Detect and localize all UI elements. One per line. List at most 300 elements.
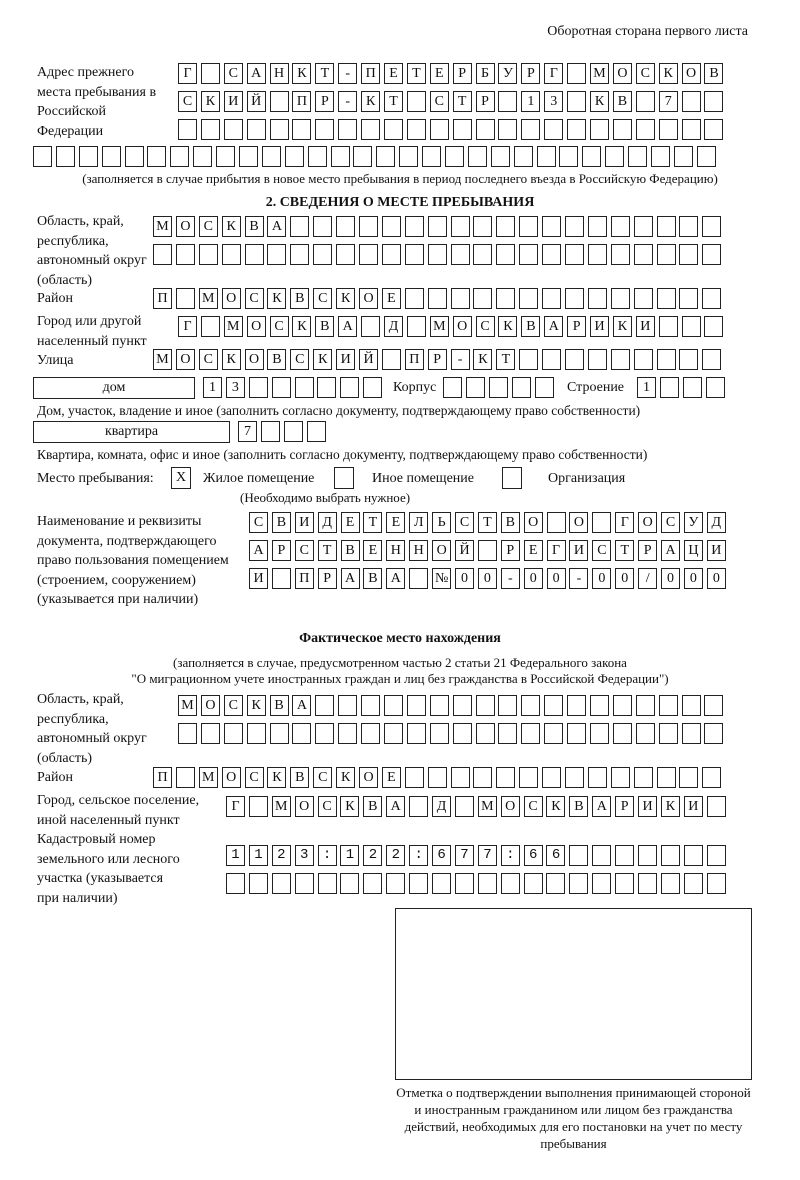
- char-cell[interactable]: [592, 512, 611, 533]
- char-cell[interactable]: [613, 119, 632, 140]
- char-cell[interactable]: [636, 119, 655, 140]
- char-cell[interactable]: [613, 723, 632, 744]
- char-cell[interactable]: [473, 288, 492, 309]
- char-cell[interactable]: [544, 723, 563, 744]
- char-cell[interactable]: К: [361, 91, 380, 112]
- char-cell[interactable]: [407, 316, 426, 337]
- char-cell[interactable]: А: [592, 796, 611, 817]
- char-cell[interactable]: [125, 146, 144, 167]
- char-cell[interactable]: [702, 767, 721, 788]
- char-cell[interactable]: В: [613, 91, 632, 112]
- char-cell[interactable]: [176, 244, 195, 265]
- char-cell[interactable]: [451, 288, 470, 309]
- house-number-cells[interactable]: [203, 377, 386, 398]
- char-cell[interactable]: [382, 244, 401, 265]
- char-cell[interactable]: К: [201, 91, 220, 112]
- char-cell[interactable]: [498, 119, 517, 140]
- char-cell[interactable]: С: [524, 796, 543, 817]
- char-cell[interactable]: Т: [453, 91, 472, 112]
- char-cell[interactable]: [567, 119, 586, 140]
- char-cell[interactable]: [317, 377, 336, 398]
- char-cell[interactable]: Д: [384, 316, 403, 337]
- char-cell[interactable]: О: [638, 512, 657, 533]
- char-cell[interactable]: [542, 349, 561, 370]
- char-cell[interactable]: Й: [359, 349, 378, 370]
- char-cell[interactable]: [521, 119, 540, 140]
- char-cell[interactable]: 1: [637, 377, 656, 398]
- char-cell[interactable]: В: [704, 63, 723, 84]
- char-cell[interactable]: О: [524, 512, 543, 533]
- char-cell[interactable]: [565, 216, 584, 237]
- char-cell[interactable]: [567, 91, 586, 112]
- char-cell[interactable]: В: [290, 288, 309, 309]
- char-cell[interactable]: [270, 723, 289, 744]
- char-cell[interactable]: [405, 216, 424, 237]
- char-cell[interactable]: А: [249, 540, 268, 561]
- char-cell[interactable]: [544, 119, 563, 140]
- char-cell[interactable]: А: [267, 216, 286, 237]
- char-cell[interactable]: К: [546, 796, 565, 817]
- char-cell[interactable]: 1: [203, 377, 222, 398]
- char-cell[interactable]: О: [222, 767, 241, 788]
- char-cell[interactable]: [706, 377, 725, 398]
- char-cell[interactable]: Й: [247, 91, 266, 112]
- char-cell[interactable]: А: [544, 316, 563, 337]
- char-cell[interactable]: Г: [547, 540, 566, 561]
- char-cell[interactable]: 3: [226, 377, 245, 398]
- char-cell[interactable]: 7: [238, 421, 257, 442]
- char-cell[interactable]: [704, 91, 723, 112]
- char-cell[interactable]: /: [638, 568, 657, 589]
- char-cell[interactable]: С: [245, 767, 264, 788]
- char-cell[interactable]: [338, 695, 357, 716]
- char-cell[interactable]: О: [176, 349, 195, 370]
- char-cell[interactable]: [636, 723, 655, 744]
- char-cell[interactable]: [567, 695, 586, 716]
- char-cell[interactable]: И: [638, 796, 657, 817]
- document-row-2[interactable]: [249, 540, 730, 561]
- char-cell[interactable]: [657, 349, 676, 370]
- char-cell[interactable]: П: [405, 349, 424, 370]
- char-cell[interactable]: [491, 146, 510, 167]
- char-cell[interactable]: [384, 695, 403, 716]
- char-cell[interactable]: О: [501, 796, 520, 817]
- char-cell[interactable]: [704, 316, 723, 337]
- char-cell[interactable]: [498, 91, 517, 112]
- char-cell[interactable]: [363, 873, 382, 894]
- char-cell[interactable]: [473, 244, 492, 265]
- char-cell[interactable]: [249, 796, 268, 817]
- char-cell[interactable]: О: [453, 316, 472, 337]
- char-cell[interactable]: Г: [544, 63, 563, 84]
- char-cell[interactable]: И: [336, 349, 355, 370]
- char-cell[interactable]: [519, 349, 538, 370]
- char-cell[interactable]: Н: [270, 63, 289, 84]
- char-cell[interactable]: К: [661, 796, 680, 817]
- char-cell[interactable]: С: [476, 316, 495, 337]
- char-cell[interactable]: [176, 288, 195, 309]
- char-cell[interactable]: К: [590, 91, 609, 112]
- char-cell[interactable]: О: [569, 512, 588, 533]
- char-cell[interactable]: Ц: [684, 540, 703, 561]
- char-cell[interactable]: -: [338, 91, 357, 112]
- char-cell[interactable]: С: [636, 63, 655, 84]
- char-cell[interactable]: [430, 723, 449, 744]
- char-cell[interactable]: [636, 695, 655, 716]
- char-cell[interactable]: Т: [496, 349, 515, 370]
- char-cell[interactable]: [704, 723, 723, 744]
- char-cell[interactable]: Ь: [432, 512, 451, 533]
- char-cell[interactable]: [704, 119, 723, 140]
- char-cell[interactable]: С: [224, 63, 243, 84]
- char-cell[interactable]: Р: [272, 540, 291, 561]
- char-cell[interactable]: [261, 421, 280, 442]
- char-cell[interactable]: [615, 873, 634, 894]
- char-cell[interactable]: В: [272, 512, 291, 533]
- char-cell[interactable]: [153, 244, 172, 265]
- char-cell[interactable]: [478, 540, 497, 561]
- char-cell[interactable]: [176, 767, 195, 788]
- char-cell[interactable]: И: [224, 91, 243, 112]
- char-cell[interactable]: [659, 723, 678, 744]
- char-cell[interactable]: [514, 146, 533, 167]
- char-cell[interactable]: [588, 216, 607, 237]
- char-cell[interactable]: И: [684, 796, 703, 817]
- char-cell[interactable]: [270, 91, 289, 112]
- char-cell[interactable]: Р: [501, 540, 520, 561]
- char-cell[interactable]: [519, 244, 538, 265]
- char-cell[interactable]: С: [245, 288, 264, 309]
- char-cell[interactable]: [704, 695, 723, 716]
- char-cell[interactable]: [659, 119, 678, 140]
- char-cell[interactable]: [338, 119, 357, 140]
- char-cell[interactable]: К: [336, 288, 355, 309]
- building-cells[interactable]: [637, 377, 729, 398]
- char-cell[interactable]: [455, 873, 474, 894]
- char-cell[interactable]: О: [247, 316, 266, 337]
- char-cell[interactable]: [590, 723, 609, 744]
- char-cell[interactable]: И: [636, 316, 655, 337]
- char-cell[interactable]: [542, 244, 561, 265]
- char-cell[interactable]: [476, 119, 495, 140]
- char-cell[interactable]: [399, 146, 418, 167]
- char-cell[interactable]: [384, 119, 403, 140]
- char-cell[interactable]: [569, 873, 588, 894]
- char-cell[interactable]: [498, 723, 517, 744]
- char-cell[interactable]: [445, 146, 464, 167]
- char-cell[interactable]: С: [290, 349, 309, 370]
- char-cell[interactable]: [468, 146, 487, 167]
- char-cell[interactable]: [679, 767, 698, 788]
- char-cell[interactable]: [657, 767, 676, 788]
- char-cell[interactable]: [247, 723, 266, 744]
- char-cell[interactable]: С: [199, 216, 218, 237]
- char-cell[interactable]: [56, 146, 75, 167]
- char-cell[interactable]: [453, 119, 472, 140]
- prev-address-row-2[interactable]: [178, 91, 727, 112]
- char-cell[interactable]: -: [569, 568, 588, 589]
- char-cell[interactable]: К: [222, 216, 241, 237]
- char-cell[interactable]: [430, 695, 449, 716]
- char-cell[interactable]: С: [313, 767, 332, 788]
- char-cell[interactable]: [405, 288, 424, 309]
- char-cell[interactable]: О: [359, 767, 378, 788]
- char-cell[interactable]: [476, 695, 495, 716]
- char-cell[interactable]: [428, 288, 447, 309]
- char-cell[interactable]: [224, 723, 243, 744]
- char-cell[interactable]: 0: [615, 568, 634, 589]
- char-cell[interactable]: С: [295, 540, 314, 561]
- option-organization-checkbox[interactable]: [502, 467, 522, 489]
- char-cell[interactable]: [453, 723, 472, 744]
- option-residential-checkbox[interactable]: X: [171, 467, 191, 489]
- char-cell[interactable]: А: [338, 316, 357, 337]
- char-cell[interactable]: [361, 695, 380, 716]
- char-cell[interactable]: [407, 91, 426, 112]
- char-cell[interactable]: [284, 421, 303, 442]
- char-cell[interactable]: [249, 873, 268, 894]
- char-cell[interactable]: -: [451, 349, 470, 370]
- char-cell[interactable]: К: [313, 349, 332, 370]
- char-cell[interactable]: К: [222, 349, 241, 370]
- char-cell[interactable]: [292, 723, 311, 744]
- prev-address-row-1[interactable]: [178, 63, 727, 84]
- char-cell[interactable]: Н: [409, 540, 428, 561]
- char-cell[interactable]: Е: [341, 512, 360, 533]
- char-cell[interactable]: 0: [547, 568, 566, 589]
- document-row-1[interactable]: [249, 512, 730, 533]
- char-cell[interactable]: [270, 119, 289, 140]
- char-cell[interactable]: 0: [661, 568, 680, 589]
- char-cell[interactable]: [559, 146, 578, 167]
- char-cell[interactable]: [247, 119, 266, 140]
- char-cell[interactable]: У: [498, 63, 517, 84]
- char-cell[interactable]: Е: [386, 512, 405, 533]
- char-cell[interactable]: Б: [476, 63, 495, 84]
- char-cell[interactable]: [245, 244, 264, 265]
- char-cell[interactable]: [613, 695, 632, 716]
- char-cell[interactable]: [501, 873, 520, 894]
- char-cell[interactable]: [407, 119, 426, 140]
- char-cell[interactable]: О: [245, 349, 264, 370]
- prev-address-row-3[interactable]: [178, 119, 727, 140]
- char-cell[interactable]: [308, 146, 327, 167]
- char-cell[interactable]: [702, 244, 721, 265]
- char-cell[interactable]: [313, 244, 332, 265]
- char-cell[interactable]: [682, 91, 701, 112]
- option-other-checkbox[interactable]: [334, 467, 354, 489]
- char-cell[interactable]: [582, 146, 601, 167]
- char-cell[interactable]: [478, 873, 497, 894]
- char-cell[interactable]: [292, 119, 311, 140]
- char-cell[interactable]: 1: [521, 91, 540, 112]
- char-cell[interactable]: С: [249, 512, 268, 533]
- char-cell[interactable]: [590, 119, 609, 140]
- char-cell[interactable]: [636, 91, 655, 112]
- char-cell[interactable]: [512, 377, 531, 398]
- char-cell[interactable]: Р: [638, 540, 657, 561]
- char-cell[interactable]: [657, 244, 676, 265]
- char-cell[interactable]: [702, 216, 721, 237]
- char-cell[interactable]: [567, 63, 586, 84]
- char-cell[interactable]: [679, 349, 698, 370]
- char-cell[interactable]: В: [521, 316, 540, 337]
- char-cell[interactable]: В: [569, 796, 588, 817]
- char-cell[interactable]: И: [590, 316, 609, 337]
- char-cell[interactable]: К: [247, 695, 266, 716]
- char-cell[interactable]: О: [613, 63, 632, 84]
- char-cell[interactable]: О: [176, 216, 195, 237]
- char-cell[interactable]: [547, 512, 566, 533]
- char-cell[interactable]: Т: [407, 63, 426, 84]
- char-cell[interactable]: [496, 244, 515, 265]
- char-cell[interactable]: 0: [707, 568, 726, 589]
- char-cell[interactable]: [473, 767, 492, 788]
- char-cell[interactable]: [611, 349, 630, 370]
- char-cell[interactable]: [428, 244, 447, 265]
- char-cell[interactable]: К: [267, 767, 286, 788]
- char-cell[interactable]: [565, 767, 584, 788]
- char-cell[interactable]: [318, 873, 337, 894]
- char-cell[interactable]: П: [295, 568, 314, 589]
- char-cell[interactable]: Т: [615, 540, 634, 561]
- char-cell[interactable]: [702, 349, 721, 370]
- char-cell[interactable]: [363, 377, 382, 398]
- house-type-field[interactable]: дом: [33, 377, 195, 399]
- char-cell[interactable]: [272, 377, 291, 398]
- char-cell[interactable]: [216, 146, 235, 167]
- char-cell[interactable]: [290, 216, 309, 237]
- char-cell[interactable]: В: [363, 796, 382, 817]
- char-cell[interactable]: Р: [318, 568, 337, 589]
- char-cell[interactable]: О: [222, 288, 241, 309]
- char-cell[interactable]: М: [153, 349, 172, 370]
- char-cell[interactable]: В: [363, 568, 382, 589]
- char-cell[interactable]: А: [386, 568, 405, 589]
- char-cell[interactable]: Р: [428, 349, 447, 370]
- char-cell[interactable]: А: [661, 540, 680, 561]
- char-cell[interactable]: П: [153, 767, 172, 788]
- char-cell[interactable]: Е: [382, 288, 401, 309]
- char-cell[interactable]: [315, 723, 334, 744]
- char-cell[interactable]: [226, 873, 245, 894]
- char-cell[interactable]: [239, 146, 258, 167]
- char-cell[interactable]: К: [473, 349, 492, 370]
- flat-type-field[interactable]: квартира: [33, 421, 230, 443]
- char-cell[interactable]: [519, 767, 538, 788]
- actual-region-row-1[interactable]: [178, 695, 727, 716]
- char-cell[interactable]: С: [270, 316, 289, 337]
- char-cell[interactable]: [295, 377, 314, 398]
- char-cell[interactable]: [634, 216, 653, 237]
- char-cell[interactable]: [565, 244, 584, 265]
- char-cell[interactable]: 0: [455, 568, 474, 589]
- char-cell[interactable]: [267, 244, 286, 265]
- char-cell[interactable]: [535, 377, 554, 398]
- char-cell[interactable]: [315, 119, 334, 140]
- char-cell[interactable]: [455, 796, 474, 817]
- char-cell[interactable]: Т: [384, 91, 403, 112]
- char-cell[interactable]: [496, 767, 515, 788]
- char-cell[interactable]: М: [478, 796, 497, 817]
- char-cell[interactable]: 0: [478, 568, 497, 589]
- char-cell[interactable]: [336, 216, 355, 237]
- char-cell[interactable]: [178, 119, 197, 140]
- char-cell[interactable]: [498, 695, 517, 716]
- char-cell[interactable]: К: [613, 316, 632, 337]
- char-cell[interactable]: Р: [453, 63, 472, 84]
- char-cell[interactable]: [682, 119, 701, 140]
- char-cell[interactable]: [340, 873, 359, 894]
- char-cell[interactable]: П: [153, 288, 172, 309]
- char-cell[interactable]: [407, 723, 426, 744]
- char-cell[interactable]: С: [313, 288, 332, 309]
- char-cell[interactable]: [590, 695, 609, 716]
- char-cell[interactable]: Д: [432, 796, 451, 817]
- char-cell[interactable]: [422, 146, 441, 167]
- char-cell[interactable]: С: [455, 512, 474, 533]
- char-cell[interactable]: [361, 723, 380, 744]
- char-cell[interactable]: Т: [315, 63, 334, 84]
- char-cell[interactable]: [222, 244, 241, 265]
- char-cell[interactable]: В: [270, 695, 289, 716]
- char-cell[interactable]: 0: [684, 568, 703, 589]
- char-cell[interactable]: [565, 288, 584, 309]
- char-cell[interactable]: 3: [544, 91, 563, 112]
- char-cell[interactable]: [657, 216, 676, 237]
- char-cell[interactable]: [544, 695, 563, 716]
- char-cell[interactable]: [496, 288, 515, 309]
- char-cell[interactable]: [496, 216, 515, 237]
- char-cell[interactable]: К: [659, 63, 678, 84]
- char-cell[interactable]: [201, 723, 220, 744]
- char-cell[interactable]: -: [501, 568, 520, 589]
- char-cell[interactable]: [453, 695, 472, 716]
- char-cell[interactable]: О: [201, 695, 220, 716]
- char-cell[interactable]: В: [290, 767, 309, 788]
- char-cell[interactable]: [430, 119, 449, 140]
- char-cell[interactable]: О: [295, 796, 314, 817]
- char-cell[interactable]: О: [359, 288, 378, 309]
- char-cell[interactable]: Р: [476, 91, 495, 112]
- char-cell[interactable]: [707, 796, 726, 817]
- char-cell[interactable]: [634, 349, 653, 370]
- char-cell[interactable]: М: [224, 316, 243, 337]
- char-cell[interactable]: [290, 244, 309, 265]
- char-cell[interactable]: К: [498, 316, 517, 337]
- char-cell[interactable]: Д: [318, 512, 337, 533]
- char-cell[interactable]: С: [199, 349, 218, 370]
- char-cell[interactable]: [519, 288, 538, 309]
- char-cell[interactable]: [201, 316, 220, 337]
- char-cell[interactable]: [634, 767, 653, 788]
- char-cell[interactable]: [674, 146, 693, 167]
- char-cell[interactable]: [405, 767, 424, 788]
- char-cell[interactable]: [313, 216, 332, 237]
- char-cell[interactable]: [178, 723, 197, 744]
- char-cell[interactable]: Е: [384, 63, 403, 84]
- char-cell[interactable]: [170, 146, 189, 167]
- char-cell[interactable]: [661, 873, 680, 894]
- char-cell[interactable]: [679, 216, 698, 237]
- char-cell[interactable]: [147, 146, 166, 167]
- char-cell[interactable]: Р: [315, 91, 334, 112]
- char-cell[interactable]: [476, 723, 495, 744]
- char-cell[interactable]: [102, 146, 121, 167]
- char-cell[interactable]: [679, 288, 698, 309]
- char-cell[interactable]: П: [292, 91, 311, 112]
- char-cell[interactable]: У: [684, 512, 703, 533]
